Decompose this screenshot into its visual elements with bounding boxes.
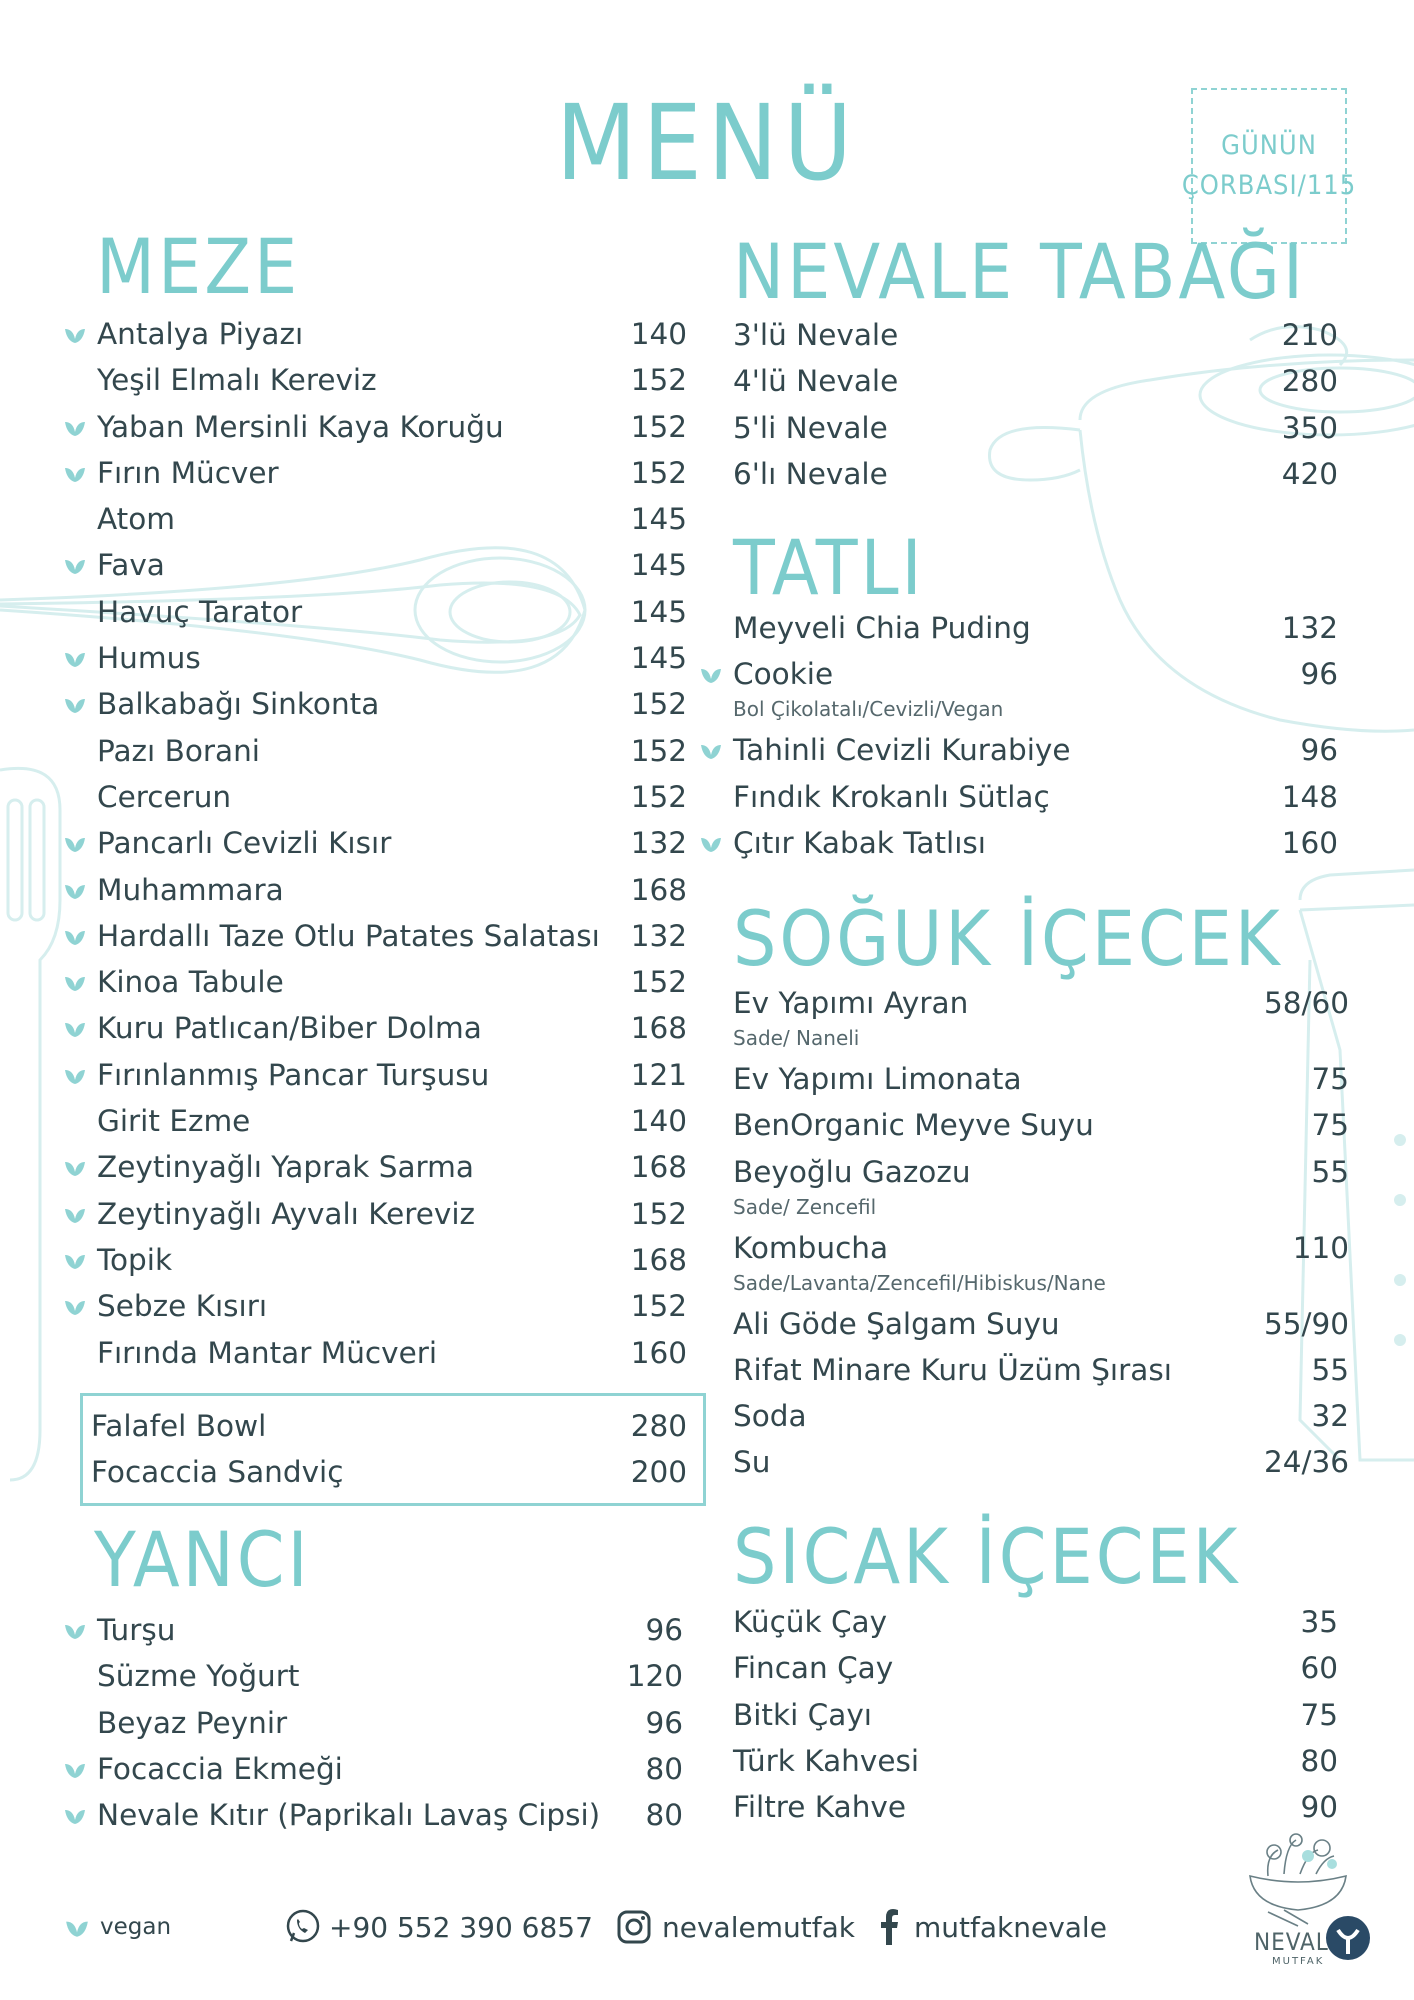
menu-item — [97, 683, 687, 729]
menu-item-name: 4'lü Nevale — [733, 364, 899, 399]
menu-item-price: 132 — [1281, 611, 1338, 645]
menu-item — [97, 1702, 683, 1748]
menu-item-price: 148 — [1281, 779, 1338, 814]
menu-item-name: Falafel Bowl — [91, 1409, 267, 1443]
vegan-leaf-icon — [63, 323, 87, 345]
menu-item-price: 152 — [630, 363, 687, 398]
menu-item-name: Zeytinyağlı Ayvalı Kereviz — [97, 1196, 476, 1231]
menu-item — [733, 1151, 1349, 1227]
section-title-sicak: SICAK İÇECEK — [733, 1512, 1241, 1601]
menu-item-name: Fırında Mantar Mücveri — [97, 1335, 438, 1370]
tatli-list — [733, 607, 1338, 868]
menu-item — [733, 1647, 1338, 1693]
whatsapp-contact[interactable] — [283, 1902, 593, 1952]
menu-item — [733, 1104, 1349, 1150]
menu-item-name: Pancarlı Cevizli Kısır — [97, 826, 392, 861]
menu-item-price: 24/36 — [1263, 1445, 1349, 1480]
vegan-leaf-icon — [63, 832, 87, 854]
menu-item-name: Fırınlanmış Pancar Turşusu — [97, 1057, 490, 1092]
menu-item-name: Soda — [733, 1399, 807, 1434]
vegan-leaf-icon — [63, 1017, 87, 1039]
menu-item-name: Pazı Borani — [97, 733, 260, 768]
menu-item-price: 168 — [630, 1011, 687, 1046]
vegan-leaf-icon — [63, 971, 87, 993]
menu-item-price: 280 — [1281, 364, 1338, 399]
nevale-list — [733, 314, 1338, 499]
menu-item-price: 160 — [630, 1335, 687, 1370]
meze-list — [97, 313, 687, 1378]
menu-item — [97, 452, 687, 498]
vegan-leaf-icon — [63, 647, 87, 669]
menu-item-name: Focaccia Sandviç — [91, 1455, 344, 1490]
menu-item-name: Beyoğlu Gazozu — [733, 1154, 971, 1189]
menu-item — [97, 915, 687, 961]
menu-item-price: 55 — [1311, 1154, 1349, 1189]
vegan-leaf-icon — [63, 693, 87, 715]
menu-item-name: Su — [733, 1445, 771, 1480]
menu-item-name: Türk Kahvesi — [733, 1743, 920, 1778]
menu-item — [97, 544, 687, 590]
section-title-soguk: SOĞUK İÇECEK — [733, 894, 1283, 983]
section-title-yanci: YANCI — [94, 1515, 311, 1604]
menu-item-name: Beyaz Peynir — [97, 1705, 288, 1740]
soup-badge-line2: ÇORBASI/115 — [1181, 170, 1357, 201]
menu-item — [97, 730, 687, 776]
menu-item — [733, 1349, 1349, 1395]
phone-number: +90 552 390 6857 — [329, 1910, 593, 1944]
menu-item — [97, 869, 687, 915]
menu-item-price: 145 — [630, 502, 687, 537]
menu-item — [733, 407, 1338, 453]
instagram-handle: nevalemutfak — [662, 1910, 855, 1944]
menu-item-name: Süzme Yoğurt — [97, 1659, 300, 1694]
menu-item-price: 168 — [630, 872, 687, 907]
menu-item-price: 80 — [1300, 1743, 1338, 1778]
menu-item-name: Humus — [97, 641, 201, 676]
menu-item — [97, 1285, 687, 1331]
vegan-leaf-icon — [63, 1619, 87, 1641]
menu-item-name: Ev Yapımı Ayran — [733, 986, 969, 1020]
soguk-list — [733, 982, 1349, 1488]
menu-item — [97, 1655, 683, 1701]
menu-item-name: Ev Yapımı Limonata — [733, 1062, 1022, 1096]
menu-item-name: Kuru Patlıcan/Biber Dolma — [97, 1011, 482, 1046]
vegan-leaf-icon — [699, 832, 723, 854]
menu-item-name: Sebze Kısırı — [97, 1289, 268, 1324]
menu-item-price: 58/60 — [1263, 986, 1349, 1020]
menu-item-name: Zeytinyağlı Yaprak Sarma — [97, 1150, 474, 1185]
menu-item-price: 152 — [630, 409, 687, 444]
vegan-leaf-icon — [63, 1758, 87, 1780]
menu-item — [91, 1451, 687, 1497]
menu-item-options: Bol Çikolatalı/Cevizli/Vegan — [733, 697, 1004, 722]
menu-item-price: 55/90 — [1263, 1306, 1349, 1341]
menu-item — [97, 1007, 687, 1053]
menu-item — [733, 1395, 1349, 1441]
menu-item-price: 75 — [1311, 1108, 1349, 1143]
menu-item — [97, 1332, 687, 1378]
menu-item-price: 132 — [630, 918, 687, 953]
menu-item-price: 90 — [1300, 1790, 1338, 1825]
menu-item-price: 120 — [626, 1659, 683, 1694]
menu-item-price: 55 — [1311, 1352, 1349, 1387]
menu-item-name: Ali Göde Şalgam Suyu — [733, 1306, 1060, 1341]
facebook-handle: mutfaknevale — [914, 1910, 1107, 1944]
logo-subtext: MUTFAK — [1272, 1956, 1325, 1967]
menu-item — [97, 359, 687, 405]
menu-item-name: Rifat Minare Kuru Üzüm Şırası — [733, 1352, 1172, 1387]
yanci-list — [97, 1609, 683, 1840]
menu-item-price: 110 — [1292, 1230, 1349, 1265]
menu-item-price: 152 — [630, 733, 687, 768]
menu-item-price: 80 — [645, 1751, 683, 1786]
menu-item-options: Sade/ Zencefil — [733, 1194, 877, 1219]
menu-item — [97, 1239, 687, 1285]
menu-item-price: 96 — [645, 1705, 683, 1740]
menu-item-price: 32 — [1311, 1399, 1349, 1434]
menu-item-price: 280 — [630, 1409, 687, 1443]
menu-item — [91, 1405, 687, 1451]
menu-item-price: 145 — [630, 548, 687, 583]
menu-item — [97, 961, 687, 1007]
menu-item — [97, 1748, 683, 1794]
menu-item — [733, 1601, 1338, 1647]
menu-item-name: 3'lü Nevale — [733, 318, 899, 352]
menu-item-name: Kinoa Tabule — [97, 965, 284, 1000]
menu-item — [97, 637, 687, 683]
menu-item — [733, 314, 1338, 360]
menu-item — [97, 1609, 683, 1655]
menu-item-price: 210 — [1281, 318, 1338, 352]
menu-item-price: 420 — [1281, 456, 1338, 491]
menu-item-price: 96 — [1300, 657, 1338, 692]
logo-text: NEVAL — [1254, 1928, 1329, 1956]
menu-item-price: 132 — [630, 826, 687, 861]
vegan-leaf-icon — [63, 879, 87, 901]
menu-item-name: Meyveli Chia Puding — [733, 611, 1031, 645]
menu-item-price: 350 — [1281, 410, 1338, 445]
vegan-label: vegan — [100, 1914, 172, 1940]
menu-item-name: Fındık Krokanlı Sütlaç — [733, 779, 1050, 814]
menu-item — [733, 1441, 1349, 1487]
instagram-icon — [614, 1907, 654, 1947]
vegan-leaf-icon — [699, 739, 723, 761]
vegan-leaf-icon — [63, 1203, 87, 1225]
menu-item — [733, 776, 1338, 822]
sicak-list — [733, 1601, 1338, 1832]
menu-item-price: 200 — [630, 1455, 687, 1490]
menu-item-price: 152 — [630, 965, 687, 1000]
leaf-icon — [64, 1915, 90, 1939]
vegan-leaf-icon — [63, 925, 87, 947]
vegan-leaf-icon — [63, 1249, 87, 1271]
vegan-leaf-icon — [63, 462, 87, 484]
menu-item-name: Atom — [97, 502, 176, 537]
menu-item — [97, 1054, 687, 1100]
menu-item-price: 152 — [630, 1196, 687, 1231]
menu-item-price: 152 — [630, 779, 687, 814]
menu-item-name: Fırın Mücver — [97, 455, 279, 490]
menu-item-price: 96 — [645, 1613, 683, 1647]
menu-item-name: Antalya Piyazı — [97, 317, 304, 351]
menu-item-name: Focaccia Ekmeği — [97, 1751, 343, 1786]
menu-item — [733, 653, 1338, 729]
menu-item-name: Cookie — [733, 657, 834, 692]
menu-item-price: 168 — [630, 1242, 687, 1277]
vegan-leaf-icon — [63, 1156, 87, 1178]
menu-item — [97, 1100, 687, 1146]
whatsapp-icon — [283, 1907, 323, 1947]
menu-item-options: Sade/Lavanta/Zencefil/Hibiskus/Nane — [733, 1270, 1106, 1295]
menu-item-name: Çıtır Kabak Tatlısı — [733, 825, 986, 860]
menu-item-name: Havuç Tarator — [97, 594, 303, 629]
menu-item-price: 168 — [630, 1150, 687, 1185]
menu-item-name: Fava — [97, 548, 165, 583]
menu-item-name: Fincan Çay — [733, 1651, 894, 1686]
menu-item-name: 6'lı Nevale — [733, 456, 888, 491]
menu-item-price: 75 — [1311, 1062, 1349, 1096]
menu-title: MENÜ — [555, 82, 859, 204]
vegan-legend — [64, 1902, 171, 1952]
menu-item — [97, 498, 687, 544]
menu-item — [733, 1740, 1338, 1786]
menu-item-price: 160 — [1281, 825, 1338, 860]
menu-item-name: Bitki Çayı — [733, 1697, 872, 1732]
menu-item — [97, 822, 687, 868]
menu-item-name: Yeşil Elmalı Kereviz — [97, 363, 377, 398]
menu-item — [733, 1058, 1349, 1104]
featured-list — [91, 1405, 687, 1498]
menu-item — [97, 1193, 687, 1239]
menu-item-name: Kombucha — [733, 1230, 889, 1265]
menu-item-name: Balkabağı Sinkonta — [97, 687, 380, 722]
vegan-leaf-icon — [699, 663, 723, 685]
vegan-leaf-icon — [63, 1295, 87, 1317]
menu-item-price: 145 — [630, 641, 687, 676]
menu-item-name: Girit Ezme — [97, 1104, 251, 1139]
menu-item-name: Küçük Çay — [733, 1605, 888, 1639]
menu-item-name: Muhammara — [97, 872, 284, 907]
menu-item-name: BenOrganic Meyve Suyu — [733, 1108, 1094, 1143]
menu-item-price: 96 — [1300, 733, 1338, 768]
menu-item — [733, 360, 1338, 406]
menu-item — [97, 776, 687, 822]
vegan-leaf-icon — [63, 554, 87, 576]
facebook-icon — [876, 1907, 902, 1947]
menu-item — [97, 1794, 683, 1840]
menu-item-name: Turşu — [97, 1613, 176, 1647]
menu-item-name: Hardallı Taze Otlu Patates Salatası — [97, 918, 600, 953]
menu-item-price: 140 — [630, 1104, 687, 1139]
menu-item-price: 152 — [630, 455, 687, 490]
menu-item-options: Sade/ Naneli — [733, 1026, 860, 1050]
menu-item — [97, 406, 687, 452]
menu-item — [97, 313, 687, 359]
soup-badge-line1: GÜNÜN — [1221, 130, 1317, 161]
instagram-contact[interactable] — [614, 1902, 855, 1952]
menu-item-name: 5'li Nevale — [733, 410, 888, 445]
section-title-nevale: NEVALE TABAĞI — [733, 227, 1307, 316]
section-title-meze: MEZE — [96, 222, 301, 311]
menu-item-name: Yaban Mersinli Kaya Koruğu — [97, 409, 504, 444]
menu-item-price: 145 — [630, 594, 687, 629]
menu-item-name: Filtre Kahve — [733, 1790, 906, 1825]
menu-item-name: Topik — [97, 1242, 173, 1277]
menu-item-price: 140 — [630, 317, 687, 351]
vegan-leaf-icon — [63, 416, 87, 438]
menu-item — [97, 1146, 687, 1192]
menu-item-price: 60 — [1300, 1651, 1338, 1686]
menu-item-name: Tahinli Cevizli Kurabiye — [733, 733, 1071, 768]
menu-item-name: Nevale Kıtır (Paprikalı Lavaş Cipsi) — [97, 1798, 601, 1833]
menu-item-price: 75 — [1300, 1697, 1338, 1732]
menu-item-price: 35 — [1300, 1605, 1338, 1639]
vegan-leaf-icon — [63, 1064, 87, 1086]
menu-item-price: 152 — [630, 1289, 687, 1324]
facebook-contact[interactable] — [876, 1902, 1107, 1952]
vegan-leaf-icon — [63, 1804, 87, 1826]
menu-item-price: 80 — [645, 1798, 683, 1833]
menu-item-price: 152 — [630, 687, 687, 722]
menu-item-name: Cercerun — [97, 779, 232, 814]
menu-item — [733, 607, 1338, 653]
menu-item — [733, 1303, 1349, 1349]
soup-of-the-day-badge — [1181, 88, 1357, 244]
menu-item — [97, 591, 687, 637]
menu-item — [733, 982, 1349, 1058]
menu-item — [733, 1227, 1349, 1303]
menu-item — [733, 453, 1338, 499]
menu-item — [733, 729, 1338, 775]
menu-item-price: 121 — [630, 1057, 687, 1092]
menu-item — [733, 822, 1338, 868]
menu-item — [733, 1694, 1338, 1740]
section-title-tatli: TATLI — [733, 523, 925, 612]
